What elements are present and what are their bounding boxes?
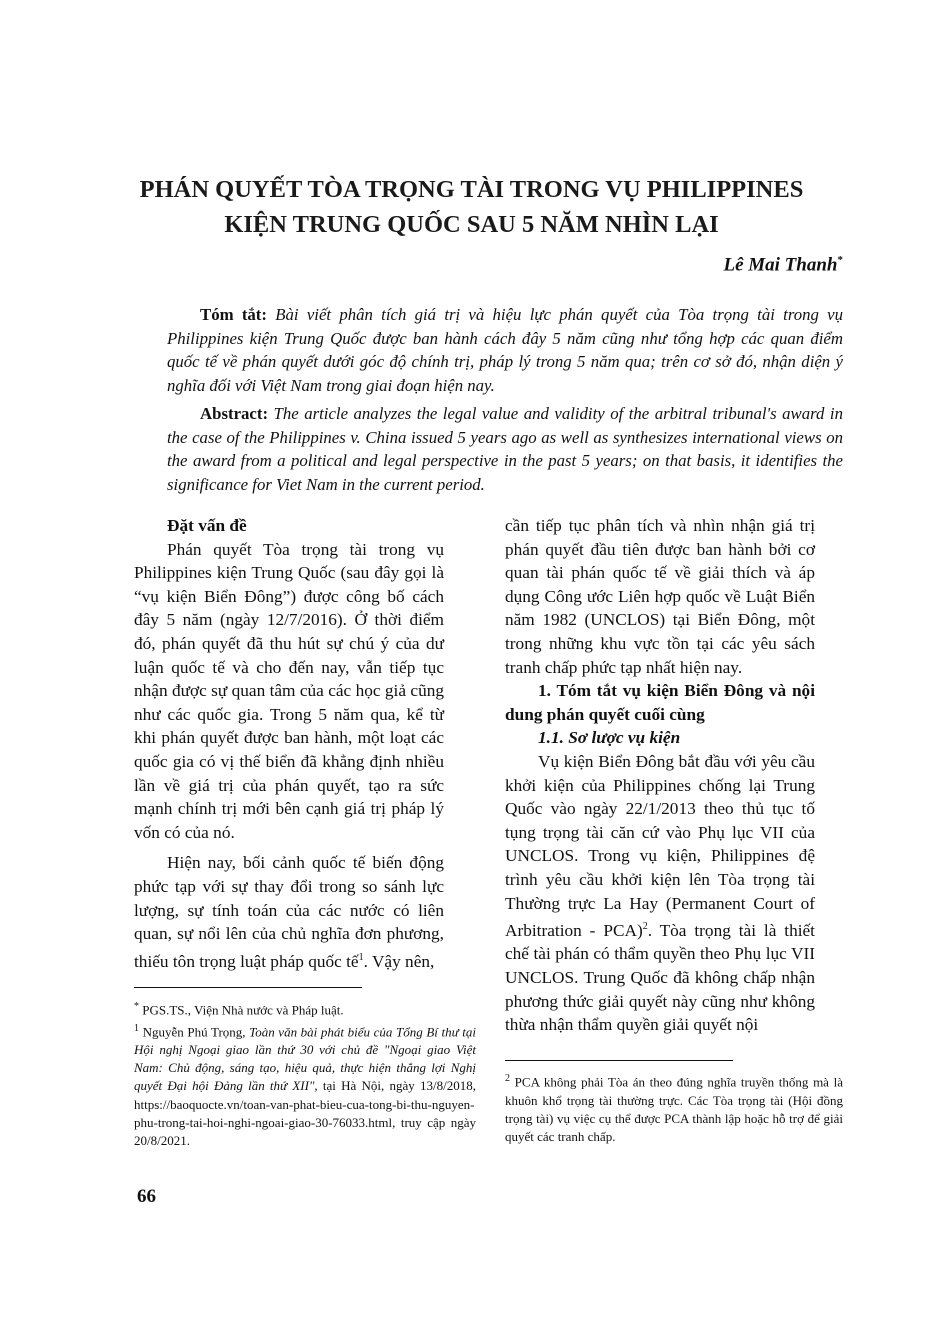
section-heading-1: 1. Tóm tắt vụ kiện Biển Đông và nội dung phán quyết cuối cùng [505,681,815,724]
footnote-divider-left [134,987,362,988]
footnotes-right [505,1070,843,1146]
footnote-1-rest: tại Hà Nội, ngày 13/8/2018, https://baoquocte.vn/toan-van-phat-bieu-cua-tong-bi-thu-nguyen-phu-trong-tai-hoi-nghi-ngoai-giao-30-76033.html, truy cập ngày 20/8/2021. [134,1078,476,1149]
left-paragraph-2-tail: . Vậy nên, [363,951,435,971]
footnote-1-title: Toàn văn bài phát biểu của Tổng Bí thư tại Hội nghị Ngoại giao lần thứ 30 với chủ đề "Ngoại giao Việt Nam: Chủ động, sáng tạo, hiệu quả, thực hiện thắng lợi Nghị quyết Đại hội Đảng lần thứ XII", [134,1023,477,1094]
summary-english [167,402,843,496]
footnotes-left [134,998,476,1150]
footnote-2 [505,1070,843,1146]
right-column [505,514,815,1037]
page-number: 66 [137,1186,156,1207]
right-paragraph-2-tail: . Tòa trọng tài là thiết chế tài phán có thẩm quyền theo Phụ lục VII UNCLOS. Trung Quốc đã không chấp nhận phương thức giải quyết này cũng như không thừa nhận thẩm quyền giải quyết nội [505,920,815,1035]
footnote-1 [134,1020,476,1151]
section-heading-intro: Đặt vấn đề [167,516,247,535]
left-paragraph-2-text: Hiện nay, bối cảnh quốc tế biến động phức tạp với sự thay đổi trong so sánh lực lượng, sự tính toán của các nước có liên quan, sự nổi lên của chủ nghĩa đơn phương, thiếu tôn trọng luật pháp quốc tế [134,853,444,971]
right-paragraph-1: cần tiếp tục phân tích và nhìn nhận giá trị phán quyết đầu tiên được ban hành bởi cơ quan tài phán quốc tế về giải thích và áp dụng Công ước Liên hợp quốc về Luật Biển năm 1982 (UNCLOS) tại Biển Đông, một trong những khu vực tồn tại các yêu sách tranh chấp phức tạp nhất hiện nay. [505,516,815,677]
footnote-author [134,998,476,1020]
left-paragraph-2 [134,851,444,973]
footnote-1-mark: 1 [134,1022,139,1034]
footnote-divider-right [505,1060,733,1061]
summary-en-text: The article analyzes the legal value and validity of the arbitral tribunal's award in the case of the Philippines v. China issued 5 years ago as well as synthesizes international views on the award from a political and legal perspective in the past 5 years; on that basis, it identifies the significance for Viet Nam in the current period. [167,404,843,494]
page-title [100,172,843,242]
right-paragraph-2 [505,750,815,1037]
author-name: Lê Mai Thanh [723,254,838,276]
footnote-author-text: PGS.TS., Viện Nhà nước và Pháp luật. [142,1002,344,1018]
right-paragraph-2-text: Vụ kiện Biển Đông bắt đầu với yêu cầu khởi kiện của Philippines chống lại Trung Quốc vào ngày 22/1/2013 theo thủ tục tố tụng trọng tài căn cứ vào Phụ lục VII của UNCLOS. Trong vụ kiện, Philippines đệ trình yêu cầu khởi kiện lên Tòa trọng tài Thường trực La Hay (Permanent Court of Arbitration - PCA) [505,751,815,940]
footnote-2-text: PCA không phải Tòa án theo đúng nghĩa truyền thống mà là khuôn khổ trọng tài thường trực. Các Tòa trọng tài (Hội đồng trọng tài) vụ việc cụ thể được PCA thành lập hoặc hỗ trợ để giải quyết các tranh chấp. [505,1074,843,1144]
footnote-ref-2: 2 [642,921,648,933]
footnote-star-mark: * [134,1001,139,1012]
footnote-ref-1: 1 [358,951,364,963]
author [723,254,843,276]
title-line-2: KIỆN TRUNG QUỐC SAU 5 NĂM NHÌN LẠI [224,211,719,238]
author-footnote-mark: * [837,254,843,266]
title-line-1: PHÁN QUYẾT TÒA TRỌNG TÀI TRONG VỤ PHILIPPINES [139,176,804,203]
left-column [134,514,444,973]
footnote-2-mark: 2 [505,1073,510,1084]
left-paragraph-1: Phán quyết Tòa trọng tài trong vụ Philippines kiện Trung Quốc (sau đây gọi là “vụ kiện Biển Đông”) được công bố cách đây 5 năm (ngày 12/7/2016). Ở thời điểm đó, phán quyết đã thu hút sự chú ý của dư luận quốc tế và cho đến nay, vẫn tiếp tục nhận được sự quan tâm của các học giả cũng như các quốc gia. Trong 5 năm qua, kể từ khi phán quyết được ban hành, một loạt các quốc gia có vị thế biển đã khẳng định nhiều lần về giá trị của phán quyết, tạo ra sức mạnh chính trị mới bên cạnh giá trị pháp lý vốn có của nó. [134,539,444,842]
section-heading-1-1: 1.1. Sơ lược vụ kiện [538,728,681,748]
summary-en-label: Abstract: [200,404,269,423]
summary-vi-label: Tóm tắt: [200,305,267,324]
footnote-1-author: Nguyễn Phú Trọng, [142,1023,246,1039]
summary-vietnamese [167,303,843,397]
summary-vi-text: Bài viết phân tích giá trị và hiệu lực phán quyết của Tòa trọng tài trong vụ Philippines kiện Trung Quốc được ban hành cách đây 5 năm cũng như tổng hợp các quan điểm quốc tế về phán quyết dưới góc độ chính trị, pháp lý trong 5 năm qua; trên cơ sở đó, nhận diện ý nghĩa đối với Việt Nam trong giai đoạn hiện nay. [167,305,844,395]
